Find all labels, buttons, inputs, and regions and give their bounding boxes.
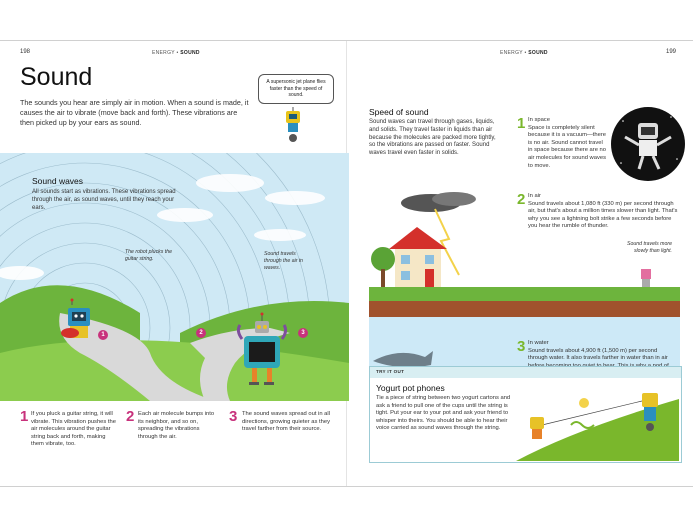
small-robot-illustration: [281, 107, 305, 145]
left-step-2-number: 2: [126, 408, 135, 425]
left-step-3-text: The sound waves spread out in all directions, growing quieter as they travel farther from their source.: [242, 411, 330, 433]
marker-2: 2: [196, 328, 206, 338]
yogurt-phone-illustration: [516, 379, 679, 461]
right-page-number: 199: [666, 49, 677, 55]
annotation-robot-plucks: The robot plucks the guitar string.: [125, 249, 173, 262]
left-header-section: ENERGY: [152, 50, 175, 56]
right-running-header: ENERGY • SOUND: [500, 50, 548, 56]
jet-speech-bubble: A supersonic jet plane flies faster than the speed of sound.: [258, 74, 334, 104]
left-page-number: 198: [20, 49, 31, 55]
speed-of-sound-text: Sound waves can travel through gases, liquids, and solids. They travel faster in liquids than air because the molecules are packed more tightly, so the vibrations are passed on faster. Sound waves travel even faster in solids.: [369, 119, 496, 157]
page-title: Sound: [20, 63, 93, 91]
right-step-1-heading: In space: [528, 117, 550, 123]
right-step-2: [528, 193, 678, 231]
right-header-section: ENERGY: [500, 50, 523, 56]
right-step-3-text: Sound travels about 4,900 ft (1,500 m) per second through water. It also travels farther in water than in air: [528, 347, 668, 362]
right-step-2-number: 2: [517, 191, 526, 208]
intro-text: The sounds you hear are simply air in motion. When a sound is made, it causes the air to vibrate (move back and forth). These vibrations are then picked up by your ears as sound.: [20, 98, 249, 127]
right-step-1-number: 1: [517, 115, 526, 132]
left-step-1-number: 1: [20, 408, 29, 425]
book-spread: [0, 40, 693, 487]
right-step-3-number: 3: [517, 338, 526, 355]
right-step-1-text: Space is completely silent because it is a vacuum—there is no air. Sound cannot travel in space because there are no air molecules for sound waves to move.: [528, 124, 606, 169]
sound-waves-text: All sounds start as vibrations. These vibrations spread through the air, as sound waves, until they reach your ears.: [32, 189, 176, 211]
right-step-1: [528, 117, 606, 170]
right-header-topic: SOUND: [528, 50, 548, 56]
left-step-2-text: Each air molecule bumps into its neighbor, and so on, spreading the vibrations through the air.: [138, 411, 215, 440]
try-it-out-box: [369, 366, 682, 463]
right-step-2-text: Sound travels about 1,080 ft (330 m) per second through air, but that's about a million times slower than light. That's why you see a lightning bolt strike a few seconds before you hear the rumble of thunder.: [528, 200, 678, 230]
left-step-1-text: If you pluck a guitar string, it will vibrate. This vibration pushes the air molecules around the guitar string back and forth, making them vibrate, too.: [31, 411, 116, 448]
try-it-out-bar: [370, 367, 681, 378]
space-illustration: [611, 107, 685, 181]
annotation-sound-travels: Sound travels through the air in waves.: [264, 251, 303, 271]
marker-3: 3: [298, 328, 308, 338]
space-robot-illustration: [611, 107, 685, 181]
marker-1: 1: [98, 330, 108, 340]
right-step-3-heading: In water: [528, 340, 549, 346]
sound-waves-title: Sound waves: [32, 176, 84, 186]
yogurt-pot-title: Yogurt pot phones: [376, 383, 445, 393]
left-header-topic: SOUND: [180, 50, 200, 56]
try-it-out-tag: TRY IT OUT: [376, 369, 405, 374]
left-running-header: ENERGY • SOUND: [152, 50, 200, 56]
right-step-2-heading: In air: [528, 193, 541, 199]
yogurt-pot-text: Tie a piece of string between two yogurt cartons and ask a friend to pull one of the cups until the string is tight. Put your ear to your pot and ask your friend to whisper into theirs. You should be able to hear their voice carried as sound waves through the string.: [376, 395, 511, 432]
annotation-sound-slower: Sound travels more slowly than light.: [627, 241, 672, 254]
left-step-3-number: 3: [229, 408, 238, 425]
speed-of-sound-title: Speed of sound: [369, 107, 429, 117]
